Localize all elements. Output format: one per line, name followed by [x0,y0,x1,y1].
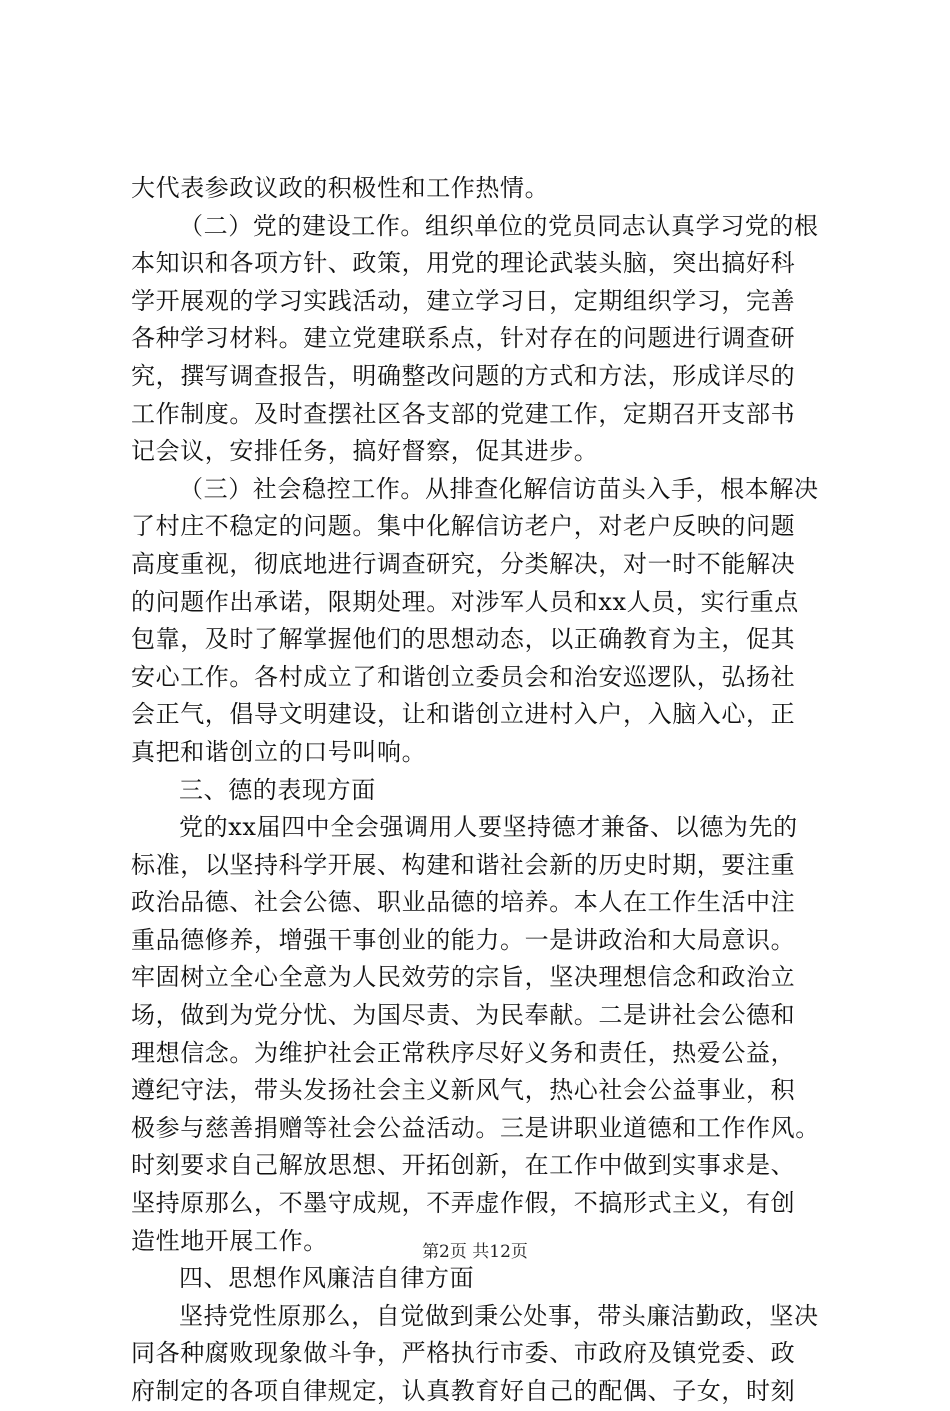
text-line: 三、德的表现方面 [179,775,376,804]
text-line: 真把和谐创立的口号叫响。 [131,737,427,766]
text-line: 四、思想作风廉洁自律方面 [179,1264,475,1293]
text-line: 坚持党性原那么，自觉做到秉公处事，带头廉洁勤政，坚决 [179,1301,819,1330]
text-line: 安心工作。各村成立了和谐创立委员会和治安巡逻队，弘扬社 [131,662,796,691]
text-line: 理想信念。为维护社会正常秩序尽好义务和责任，热爱公益， [131,1038,796,1067]
text-line: 包靠，及时了解掌握他们的思想动态，以正确教育为主，促其 [131,625,796,654]
document-body [131,170,833,1411]
text-line: 党的xx届四中全会强调用人要坚持德才兼备、以德为先的 [179,813,798,842]
text-line: 重品德修养，增强干事创业的能力。一是讲政治和大局意识。 [131,925,796,954]
text-line: 了村庄不稳定的问题。集中化解信访老户，对老户反映的问题 [131,512,796,541]
text-line: 工作制度。及时查摆社区各支部的党建工作，定期召开支部书 [131,399,796,428]
text-line: 府制定的各项自律规定，认真教育好自己的配偶、子女，时刻 [131,1377,796,1405]
text-line: 遵纪守法，带头发扬社会主义新风气，热心社会公益事业，积 [131,1076,796,1105]
text-line: 时刻要求自己解放思想、开拓创新，在工作中做到实事求是、 [131,1151,796,1180]
text-line: 本知识和各项方针、政策，用党的理论武装头脑，突出搞好科 [131,249,796,278]
text-line: 场，做到为党分忧、为国尽责、为民奉献。二是讲社会公德和 [131,1001,796,1030]
text-line: 极参与慈善捐赠等社会公益活动。三是讲职业道德和工作作风。 [131,1113,820,1142]
text-line: （二）党的建设工作。组织单位的党员同志认真学习党的根 [179,211,819,240]
text-line: 究，撰写调查报告，明确整改问题的方式和方法，形成详尽的 [131,361,796,390]
text-line: 造性地开展工作。 [131,1226,328,1255]
text-line: （三）社会稳控工作。从排查化解信访苗头入手，根本解决 [179,474,819,503]
text-line: 高度重视，彻底地进行调查研究，分类解决，对一时不能解决 [131,549,796,578]
text-line: 牢固树立全心全意为人民效劳的宗旨，坚决理想信念和政治立 [131,963,796,992]
text-line: 坚持原那么，不墨守成规，不弄虚作假，不搞形式主义，有创 [131,1189,796,1218]
text-line: 大代表参政议政的积极性和工作热情。 [131,174,550,202]
text-line: 的问题作出承诺，限期处理。对涉军人员和xx人员，实行重点 [131,587,799,616]
text-line: 各种学习材料。建立党建联系点，针对存在的问题进行调查研 [131,324,796,353]
text-line: 记会议，安排任务，搞好督察，促其进步。 [131,437,599,466]
text-line: 政治品德、社会公德、职业品德的培养。本人在工作生活中注 [131,888,796,917]
text-line: 同各种腐败现象做斗争，严格执行市委、市政府及镇党委、政 [131,1339,796,1368]
text-line: 标准，以坚持科学开展、构建和谐社会新的历史时期，要注重 [131,850,796,879]
text-line: 会正气，倡导文明建设，让和谐创立进村入户，入脑入心，正 [131,700,796,729]
text-line: 学开展观的学习实践活动，建立学习日，定期组织学习，完善 [131,286,796,315]
page-footer: 第2页 共12页 [422,1242,528,1262]
